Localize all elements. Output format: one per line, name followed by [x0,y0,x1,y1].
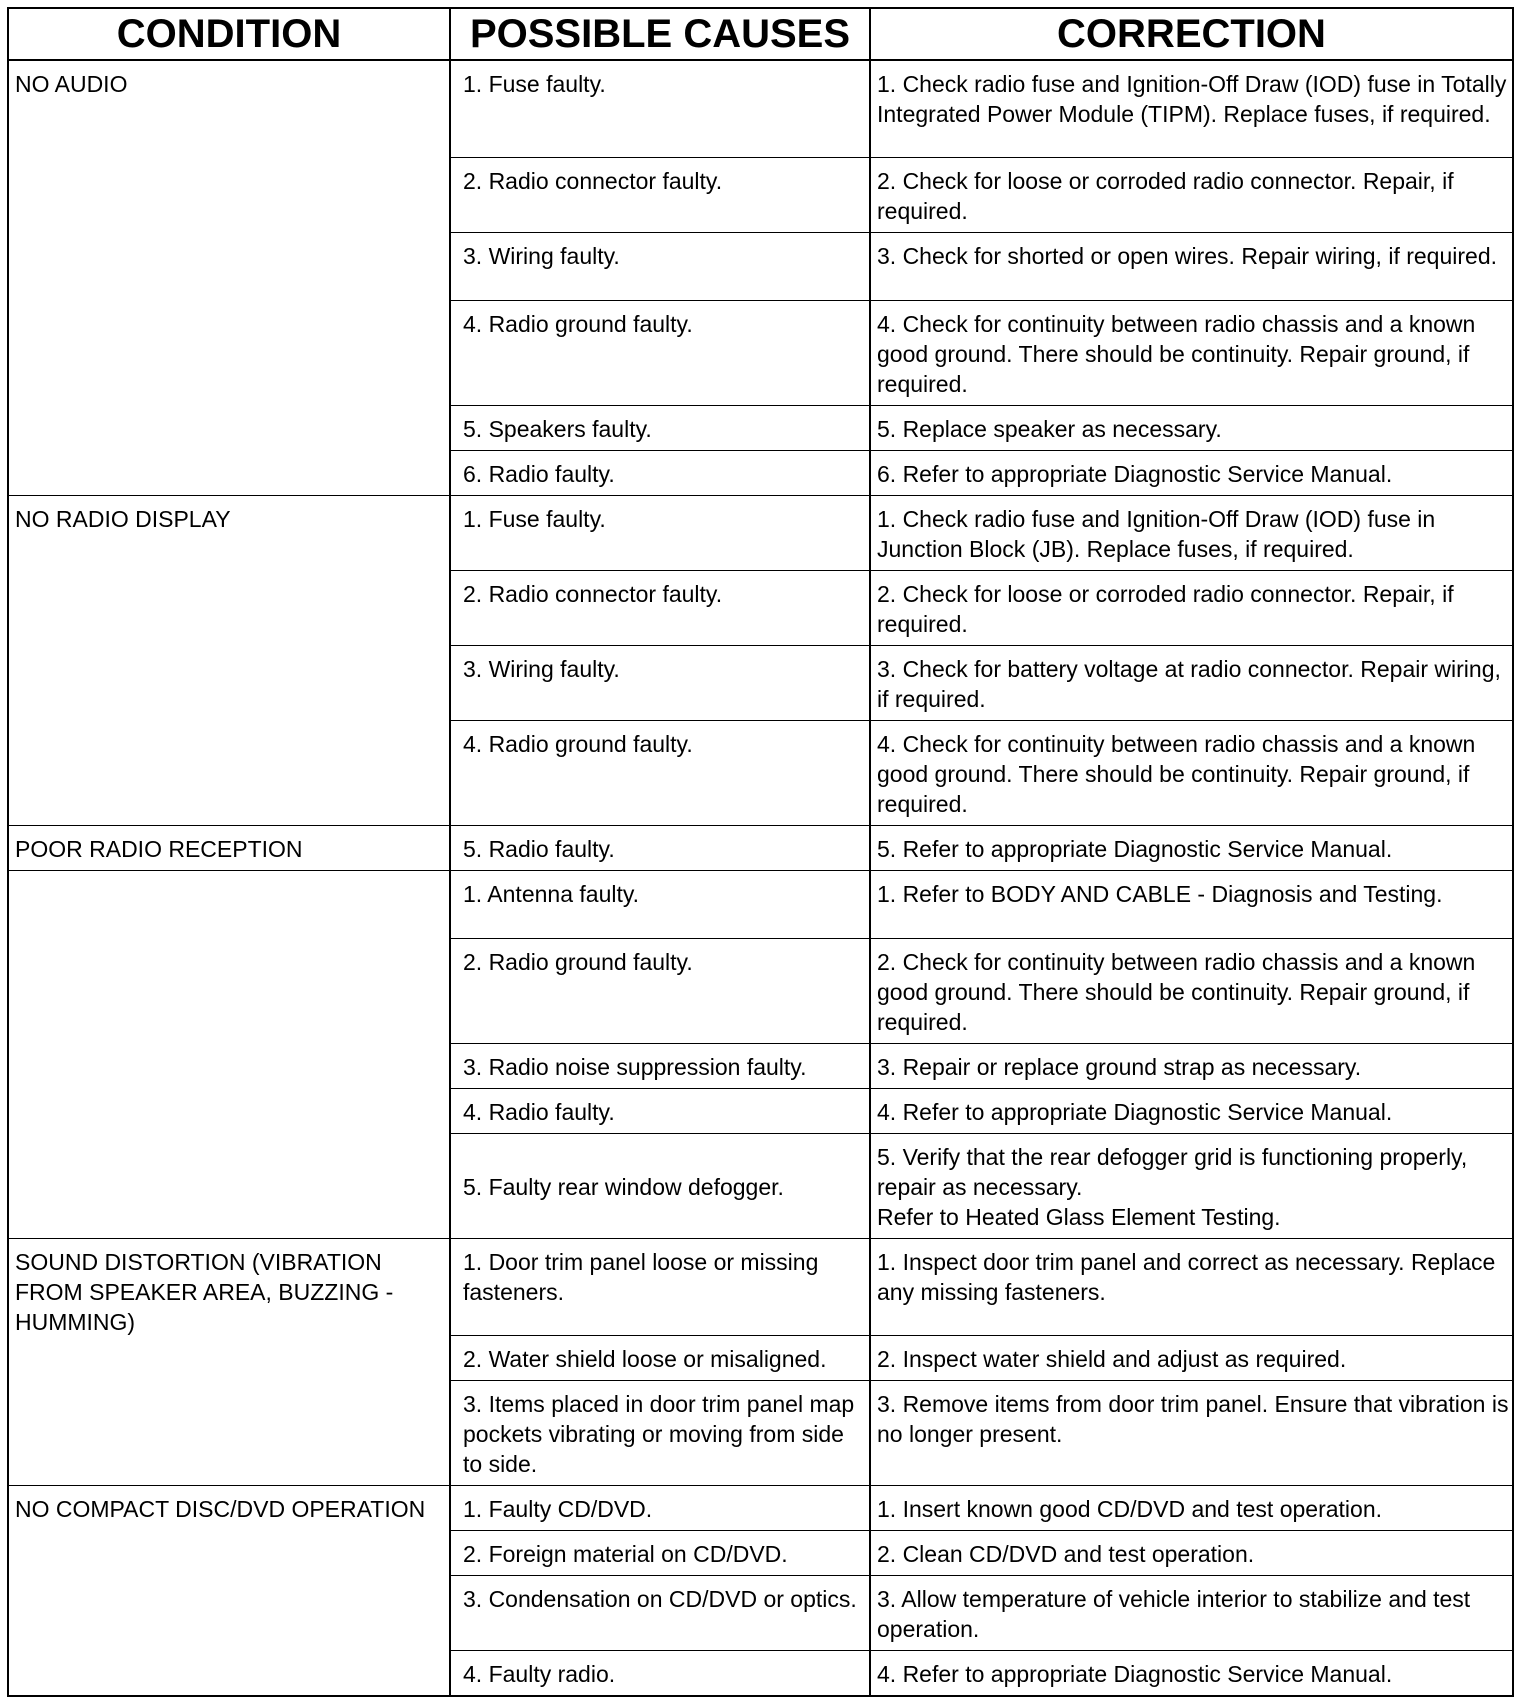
header-correction: CORRECTION [870,8,1513,60]
correction-cell: 2. Inspect water shield and adjust as required. [870,1335,1513,1380]
correction-cell: 1. Insert known good CD/DVD and test operation. [870,1485,1513,1530]
cause-cell: 4. Radio faulty. [450,1088,870,1133]
header-condition: CONDITION [8,8,450,60]
cause-cell: 3. Wiring faulty. [450,645,870,720]
cause-cell: 1. Faulty CD/DVD. [450,1485,870,1530]
correction-cell: 3. Allow temperature of vehicle interior to stabilize and test operation. [870,1575,1513,1650]
correction-cell: 2. Check for continuity between radio chassis and a known good ground. There should be continuity. Repair ground, if required. [870,938,1513,1043]
cause-cell: 2. Radio connector faulty. [450,570,870,645]
correction-cell: 3. Repair or replace ground strap as necessary. [870,1043,1513,1088]
cause-cell: 2. Radio ground faulty. [450,938,870,1043]
cause-cell: 1. Fuse faulty. [450,495,870,570]
cause-cell: 4. Faulty radio. [450,1650,870,1696]
table-row [8,825,1513,870]
correction-cell: 1. Check radio fuse and Ignition-Off Draw (IOD) fuse in Junction Block (JB). Replace fuses, if required. [870,495,1513,570]
cause-cell: 3. Wiring faulty. [450,232,870,300]
correction-cell: 4. Refer to appropriate Diagnostic Service Manual. [870,1650,1513,1696]
cause-cell: 3. Radio noise suppression faulty. [450,1043,870,1088]
correction-cell: 5. Verify that the rear defogger grid is functioning properly, repair as necessary. Refer to Heated Glass Element Testing. [870,1133,1513,1238]
correction-cell: 3. Check for shorted or open wires. Repair wiring, if required. [870,232,1513,300]
cause-cell: 3. Condensation on CD/DVD or optics. [450,1575,870,1650]
condition-cell [8,870,450,1238]
correction-cell: 1. Inspect door trim panel and correct as necessary. Replace any missing fasteners. [870,1238,1513,1335]
correction-cell: 2. Check for loose or corroded radio connector. Repair, if required. [870,570,1513,645]
cause-cell: 2. Water shield loose or misaligned. [450,1335,870,1380]
cause-cell: 6. Radio faulty. [450,450,870,495]
cause-cell: 1. Antenna faulty. [450,870,870,938]
correction-cell: 6. Refer to appropriate Diagnostic Service Manual. [870,450,1513,495]
diagnosis-table [7,7,1514,1697]
correction-cell: 3. Remove items from door trim panel. Ensure that vibration is no longer present. [870,1380,1513,1485]
condition-cell: NO COMPACT DISC/DVD OPERATION [8,1485,450,1696]
header-possible-causes: POSSIBLE CAUSES [450,8,870,60]
cause-cell: 4. Radio ground faulty. [450,720,870,825]
condition-cell: NO AUDIO [8,60,450,495]
table-row [8,870,1513,938]
table-row [8,495,1513,570]
correction-cell: 2. Check for loose or corroded radio connector. Repair, if required. [870,157,1513,232]
correction-cell: 4. Refer to appropriate Diagnostic Service Manual. [870,1088,1513,1133]
condition-cell: NO RADIO DISPLAY [8,495,450,825]
cause-cell: 5. Speakers faulty. [450,405,870,450]
cause-cell: 1. Fuse faulty. [450,60,870,157]
table-row [8,1485,1513,1530]
correction-cell: 5. Replace speaker as necessary. [870,405,1513,450]
cause-cell: 4. Radio ground faulty. [450,300,870,405]
correction-cell: 2. Clean CD/DVD and test operation. [870,1530,1513,1575]
correction-cell: 4. Check for continuity between radio chassis and a known good ground. There should be continuity. Repair ground, if required. [870,720,1513,825]
cause-cell: 2. Foreign material on CD/DVD. [450,1530,870,1575]
correction-cell: 1. Refer to BODY AND CABLE - Diagnosis and Testing. [870,870,1513,938]
cause-cell: 5. Faulty rear window defogger. [450,1133,870,1238]
table-row [8,1238,1513,1335]
correction-cell: 5. Refer to appropriate Diagnostic Service Manual. [870,825,1513,870]
correction-cell: 3. Check for battery voltage at radio connector. Repair wiring, if required. [870,645,1513,720]
table-row [8,60,1513,157]
cause-cell: 5. Radio faulty. [450,825,870,870]
correction-cell: 4. Check for continuity between radio chassis and a known good ground. There should be continuity. Repair ground, if required. [870,300,1513,405]
cause-cell: 2. Radio connector faulty. [450,157,870,232]
correction-cell: 1. Check radio fuse and Ignition-Off Draw (IOD) fuse in Totally Integrated Power Module (TIPM). Replace fuses, if required. [870,60,1513,157]
cause-cell: 1. Door trim panel loose or missing fasteners. [450,1238,870,1335]
condition-cell: SOUND DISTORTION (VIBRATION FROM SPEAKER AREA, BUZZING - HUMMING) [8,1238,450,1485]
header-row [8,8,1513,60]
cause-cell: 3. Items placed in door trim panel map pockets vibrating or moving from side to side. [450,1380,870,1485]
condition-cell: POOR RADIO RECEPTION [8,825,450,870]
